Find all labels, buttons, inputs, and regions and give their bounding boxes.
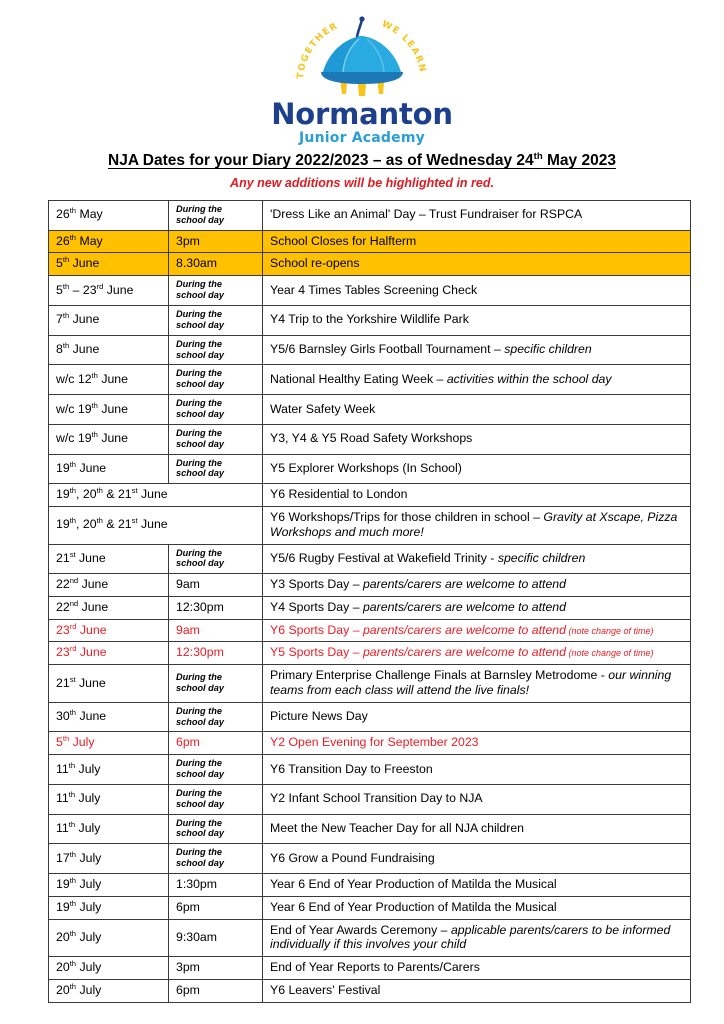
row-time-cell: 9:30am xyxy=(169,919,263,957)
row-date-cell: 5th – 23rd June xyxy=(49,276,169,306)
diary-table-body xyxy=(49,201,691,1003)
row-date-cell: 23rd June xyxy=(49,619,169,642)
table-row xyxy=(49,732,691,755)
row-event-cell: Y4 Trip to the Yorkshire Wildlife Park xyxy=(263,305,691,335)
table-row xyxy=(49,544,691,574)
table-row xyxy=(49,365,691,395)
table-row xyxy=(49,484,691,507)
row-date-cell: w/c 12th June xyxy=(49,365,169,395)
row-time-cell: During the school day xyxy=(169,454,263,484)
row-time-cell: During the school day xyxy=(169,844,263,874)
row-date-cell: 26th May xyxy=(49,201,169,231)
row-event-cell: Y5/6 Rugby Festival at Wakefield Trinity - specific children xyxy=(263,544,691,574)
row-event-cell: Y6 Transition Day to Freeston xyxy=(263,755,691,785)
row-date-cell: 19th, 20th & 21st June xyxy=(49,507,263,545)
row-time-cell: During the school day xyxy=(169,276,263,306)
row-date-cell: 22nd June xyxy=(49,574,169,597)
row-event-cell: Y6 Workshops/Trips for those children in school – Gravity at Xscape, Pizza Workshops and much more! xyxy=(263,507,691,545)
row-date-cell: 19th July xyxy=(49,874,169,897)
row-date-cell: 11th July xyxy=(49,814,169,844)
table-row xyxy=(49,979,691,1002)
row-date-cell: 23rd June xyxy=(49,642,169,665)
table-row xyxy=(49,276,691,306)
row-date-cell: 20th July xyxy=(49,919,169,957)
row-event-cell: Y3 Sports Day – parents/carers are welcome to attend xyxy=(263,574,691,597)
logo-wordmark xyxy=(271,97,453,146)
table-row xyxy=(49,665,691,703)
row-time-cell: During the school day xyxy=(169,395,263,425)
page-title-ordinal: th xyxy=(533,150,543,162)
bell-logo-icon xyxy=(287,14,437,102)
row-time-cell: 1:30pm xyxy=(169,874,263,897)
row-event-cell: Y5 Sports Day – parents/carers are welcome to attend (note change of time) xyxy=(263,642,691,665)
row-date-cell: 17th July xyxy=(49,844,169,874)
row-event-cell: End of Year Reports to Parents/Carers xyxy=(263,957,691,980)
row-time-cell: 8.30am xyxy=(169,253,263,276)
table-row xyxy=(49,874,691,897)
row-time-cell: 6pm xyxy=(169,732,263,755)
row-time-cell: 9am xyxy=(169,574,263,597)
row-time-cell: During the school day xyxy=(169,305,263,335)
row-event-cell: Year 6 End of Year Production of Matilda the Musical xyxy=(263,896,691,919)
row-time-cell: During the school day xyxy=(169,755,263,785)
row-date-cell: w/c 19th June xyxy=(49,395,169,425)
table-row xyxy=(49,596,691,619)
row-time-cell: During the school day xyxy=(169,702,263,732)
table-row xyxy=(49,919,691,957)
table-row xyxy=(49,230,691,253)
row-time-cell: During the school day xyxy=(169,814,263,844)
row-date-cell: 22nd June xyxy=(49,596,169,619)
table-row xyxy=(49,619,691,642)
row-event-cell: Primary Enterprise Challenge Finals at Barnsley Metrodome - our winning teams from each class will attend the live finals! xyxy=(263,665,691,703)
row-date-cell: 20th July xyxy=(49,957,169,980)
table-row xyxy=(49,574,691,597)
row-event-cell: Y3, Y4 & Y5 Road Safety Workshops xyxy=(263,424,691,454)
svg-text:WE LEARN: WE LEARN xyxy=(380,19,428,75)
row-date-cell: 19th, 20th & 21st June xyxy=(49,484,263,507)
row-date-cell: w/c 19th June xyxy=(49,424,169,454)
row-date-cell: 21st June xyxy=(49,544,169,574)
row-event-cell: End of Year Awards Ceremony – applicable parents/carers to be informed individually if this involves your child xyxy=(263,919,691,957)
row-date-cell: 5th July xyxy=(49,732,169,755)
row-time-cell: During the school day xyxy=(169,201,263,231)
row-date-cell: 5th June xyxy=(49,253,169,276)
table-row xyxy=(49,424,691,454)
row-date-cell: 19th July xyxy=(49,896,169,919)
row-time-cell: 3pm xyxy=(169,230,263,253)
row-event-cell: Water Safety Week xyxy=(263,395,691,425)
page-title-suffix: May 2023 xyxy=(542,152,616,169)
row-event-cell: Y2 Infant School Transition Day to NJA xyxy=(263,784,691,814)
row-time-cell: 6pm xyxy=(169,979,263,1002)
page-title-prefix: NJA Dates for your Diary 2022/2023 – as of Wednesday 24 xyxy=(108,152,534,169)
table-row xyxy=(49,844,691,874)
row-time-cell: 12:30pm xyxy=(169,596,263,619)
table-row xyxy=(49,454,691,484)
row-time-cell: During the school day xyxy=(169,544,263,574)
row-time-cell: During the school day xyxy=(169,665,263,703)
table-row xyxy=(49,755,691,785)
row-time-cell: 12:30pm xyxy=(169,642,263,665)
row-time-cell: 6pm xyxy=(169,896,263,919)
row-event-cell: 'Dress Like an Animal' Day – Trust Fundraiser for RSPCA xyxy=(263,201,691,231)
row-event-cell: Y2 Open Evening for September 2023 xyxy=(263,732,691,755)
logo-school-name: Normanton xyxy=(271,97,453,131)
school-logo xyxy=(0,14,724,146)
row-date-cell: 20th July xyxy=(49,979,169,1002)
row-event-cell: Y6 Grow a Pound Fundraising xyxy=(263,844,691,874)
row-time-cell: During the school day xyxy=(169,335,263,365)
table-row xyxy=(49,957,691,980)
row-event-cell: Year 6 End of Year Production of Matilda the Musical xyxy=(263,874,691,897)
table-row xyxy=(49,896,691,919)
row-date-cell: 26th May xyxy=(49,230,169,253)
page-subtitle: Any new additions will be highlighted in red. xyxy=(230,176,494,190)
row-event-cell: Meet the New Teacher Day for all NJA children xyxy=(263,814,691,844)
row-time-cell: 9am xyxy=(169,619,263,642)
table-row xyxy=(49,335,691,365)
diary-dates-table xyxy=(48,200,691,1003)
row-event-cell: National Healthy Eating Week – activities within the school day xyxy=(263,365,691,395)
table-row xyxy=(49,253,691,276)
row-event-cell: Y6 Sports Day – parents/carers are welcome to attend (note change of time) xyxy=(263,619,691,642)
row-event-cell: Y6 Leavers' Festival xyxy=(263,979,691,1002)
table-row xyxy=(49,395,691,425)
svg-text:TOGETHER: TOGETHER xyxy=(295,21,341,80)
table-row xyxy=(49,305,691,335)
table-row xyxy=(49,814,691,844)
row-time-cell: During the school day xyxy=(169,784,263,814)
row-event-cell: Picture News Day xyxy=(263,702,691,732)
row-event-cell: Y5 Explorer Workshops (In School) xyxy=(263,454,691,484)
row-date-cell: 30th June xyxy=(49,702,169,732)
row-event-cell: Y4 Sports Day – parents/carers are welcome to attend xyxy=(263,596,691,619)
table-row xyxy=(49,784,691,814)
logo-school-subtitle: Junior Academy xyxy=(299,130,425,146)
page-title xyxy=(0,152,724,170)
row-event-cell: Y6 Residential to London xyxy=(263,484,691,507)
row-time-cell: During the school day xyxy=(169,365,263,395)
row-date-cell: 19th June xyxy=(49,454,169,484)
table-row xyxy=(49,702,691,732)
row-time-cell: 3pm xyxy=(169,957,263,980)
row-event-cell: School re-opens xyxy=(263,253,691,276)
row-date-cell: 21st June xyxy=(49,665,169,703)
row-event-cell: Year 4 Times Tables Screening Check xyxy=(263,276,691,306)
table-row xyxy=(49,507,691,545)
row-date-cell: 11th July xyxy=(49,755,169,785)
row-date-cell: 7th June xyxy=(49,305,169,335)
row-event-cell: Y5/6 Barnsley Girls Football Tournament – specific children xyxy=(263,335,691,365)
row-time-cell: During the school day xyxy=(169,424,263,454)
table-row xyxy=(49,642,691,665)
table-row xyxy=(49,201,691,231)
row-event-cell: School Closes for Halfterm xyxy=(263,230,691,253)
row-date-cell: 8th June xyxy=(49,335,169,365)
row-date-cell: 11th July xyxy=(49,784,169,814)
